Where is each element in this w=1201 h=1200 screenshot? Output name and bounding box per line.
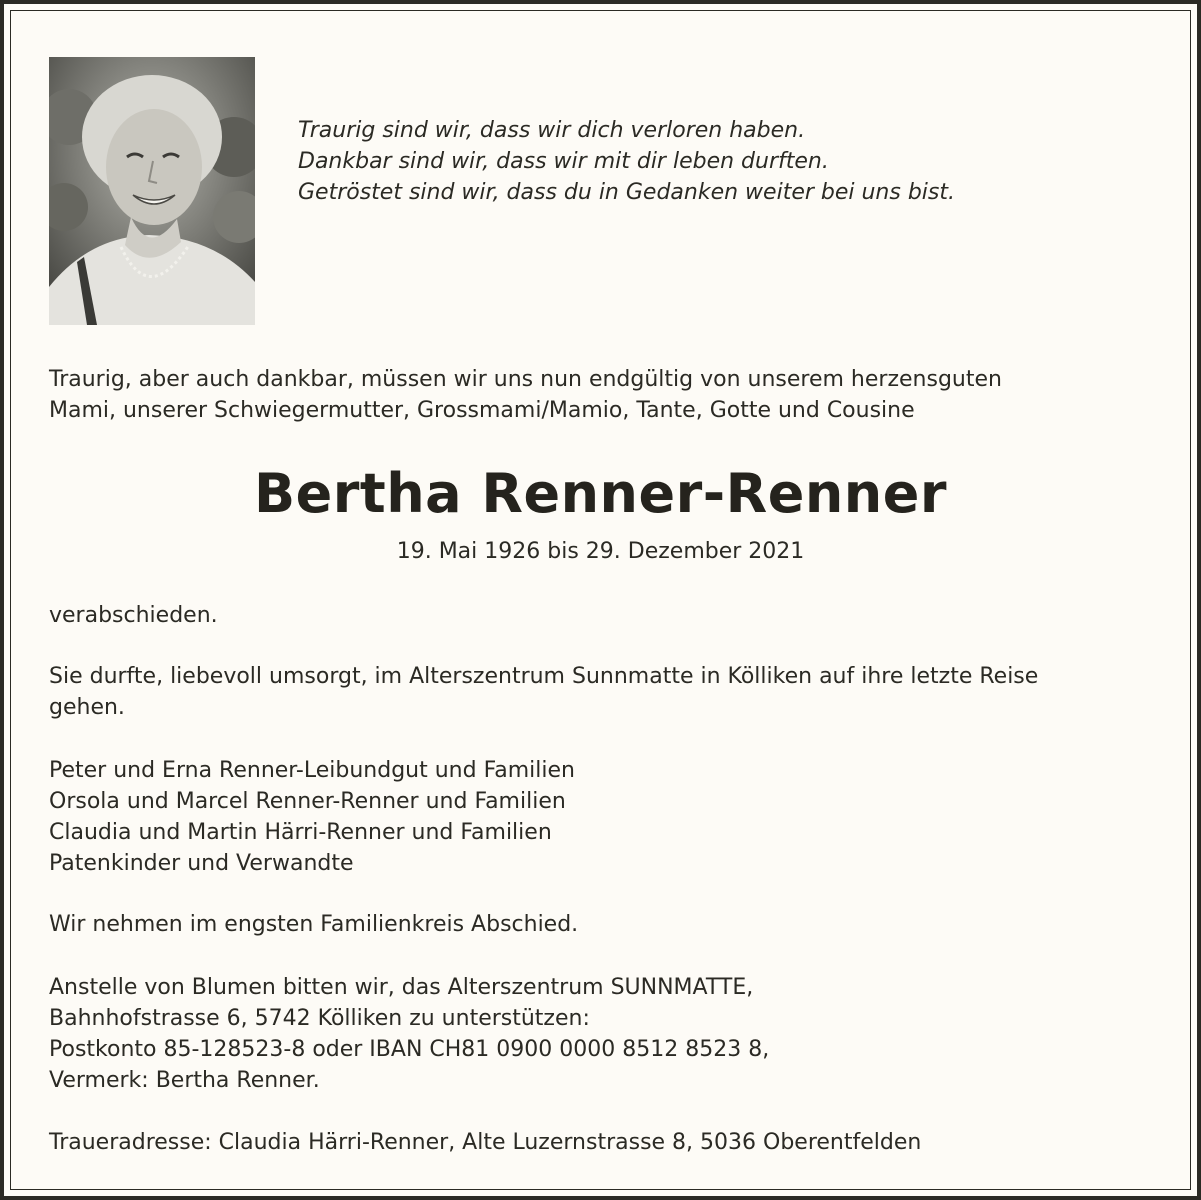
donation-paragraph (49, 972, 1159, 1096)
poem (298, 115, 1158, 208)
passing-line-2: gehen. (49, 695, 125, 720)
mourner-line: Peter und Erna Renner-Leibundgut und Familien (49, 758, 575, 783)
ceremony-text (49, 909, 1159, 940)
intro-line-2: Mami, unserer Schwiegermutter, Grossmami/Mamio, Tante, Gotte und Cousine (49, 398, 915, 423)
passing-line-1: Sie durfte, liebevoll umsorgt, im Alterszentrum Sunnmatte in Kölliken auf ihre letzte Reise (49, 664, 1039, 689)
mourner-line: Orsola und Marcel Renner-Renner und Familien (49, 789, 566, 814)
mourning-address (49, 1127, 1159, 1158)
passing-paragraph (49, 661, 1159, 723)
deceased-name: Bertha Renner-Renner (253, 462, 947, 525)
mourners-list (49, 755, 1159, 879)
intro-line-1: Traurig, aber auch dankbar, müssen wir uns nun endgültig von unserem herzensguten (49, 367, 1002, 392)
poem-line-1: Traurig sind wir, dass wir dich verloren haben. (298, 118, 806, 143)
address-line: Traueradresse: Claudia Härri-Renner, Alte Luzernstrasse 8, 5036 Oberentfelden (49, 1130, 922, 1155)
mourner-line: Patenkinder und Verwandte (49, 851, 354, 876)
mourner-line: Claudia und Martin Härri-Renner und Familien (49, 820, 552, 845)
intro-paragraph (49, 364, 1159, 426)
poem-line-2: Dankbar sind wir, dass wir mit dir leben durften. (298, 149, 829, 174)
donation-line-4: Vermerk: Bertha Renner. (49, 1068, 320, 1093)
ceremony-line: Wir nehmen im engsten Familienkreis Abschied. (49, 912, 579, 937)
portrait-photo (49, 57, 255, 325)
farewell-text (49, 600, 1159, 631)
life-dates: 19. Mai 1926 bis 29. Dezember 2021 (396, 539, 805, 564)
poem-line-3: Getröstet sind wir, dass du in Gedanken weiter bei uns bist. (298, 180, 955, 205)
farewell-line: verabschieden. (49, 603, 218, 628)
donation-line-1: Anstelle von Blumen bitten wir, das Alterszentrum SUNNMATTE, (49, 975, 754, 1000)
donation-line-3: Postkonto 85-128523-8 oder IBAN CH81 0900 0000 8512 8523 8, (49, 1037, 770, 1062)
donation-line-2: Bahnhofstrasse 6, 5742 Kölliken zu unterstützen: (49, 1006, 590, 1031)
